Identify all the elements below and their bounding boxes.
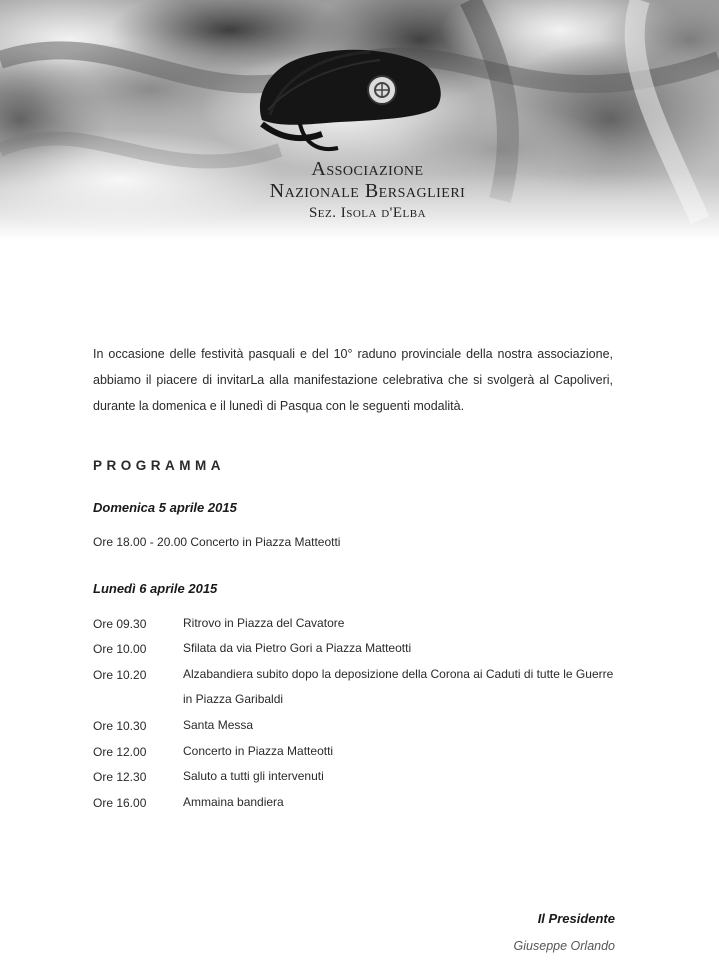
intro-paragraph (93, 341, 613, 419)
program-time: Ore 10.20 (93, 668, 147, 682)
program-time: Ore 09.30 (93, 617, 147, 631)
program-time: Ore 12.00 (93, 745, 147, 759)
intro-line: In occasione delle festività pasquali e del 10° raduno provinciale della nostra associazione, (93, 347, 613, 361)
program-event: Ritrovo in Piazza del Cavatore (183, 616, 345, 630)
intro-line: abbiamo il piacere di invitarLa alla manifestazione celebrativa che si svolgerà al Capoliveri, (93, 373, 613, 387)
program-time: Ore 12.30 (93, 770, 147, 784)
day1-title: Domenica 5 aprile 2015 (93, 500, 237, 515)
association-name-line2: Nazionale Bersaglieri (269, 180, 466, 202)
program-time: Ore 10.30 (93, 719, 147, 733)
flag-drape-image (0, 0, 719, 240)
signature-name: Giuseppe Orlando (513, 939, 615, 953)
program-event: Alzabandiera subito dopo la deposizione della Corona ai Caduti di tutte le Guerre in Piazza Garibaldi (183, 667, 614, 706)
intro-line: durante la domenica e il lunedì di Pasqua con le seguenti modalità. (93, 399, 465, 413)
signature-role: Il Presidente (537, 911, 615, 926)
program-event: Santa Messa (183, 718, 254, 732)
program-time: Ore 16.00 (93, 796, 147, 810)
day2-title: Lunedì 6 aprile 2015 (93, 581, 218, 596)
association-name-line1: Associazione (311, 158, 424, 180)
program-time: Ore 10.00 (93, 642, 147, 656)
header-background (0, 0, 719, 240)
program-event: Saluto a tutti gli intervenuti (183, 769, 324, 783)
program-title: PROGRAMMA (93, 458, 225, 473)
program-event: Sfilata da via Pietro Gori a Piazza Matteotti (183, 641, 412, 655)
day1-event: Ore 18.00 - 20.00 Concerto in Piazza Matteotti (93, 535, 341, 549)
program-event: Ammaina bandiera (183, 795, 284, 809)
association-section: Sez. Isola d'Elba (308, 205, 427, 221)
program-event: Concerto in Piazza Matteotti (183, 744, 334, 758)
